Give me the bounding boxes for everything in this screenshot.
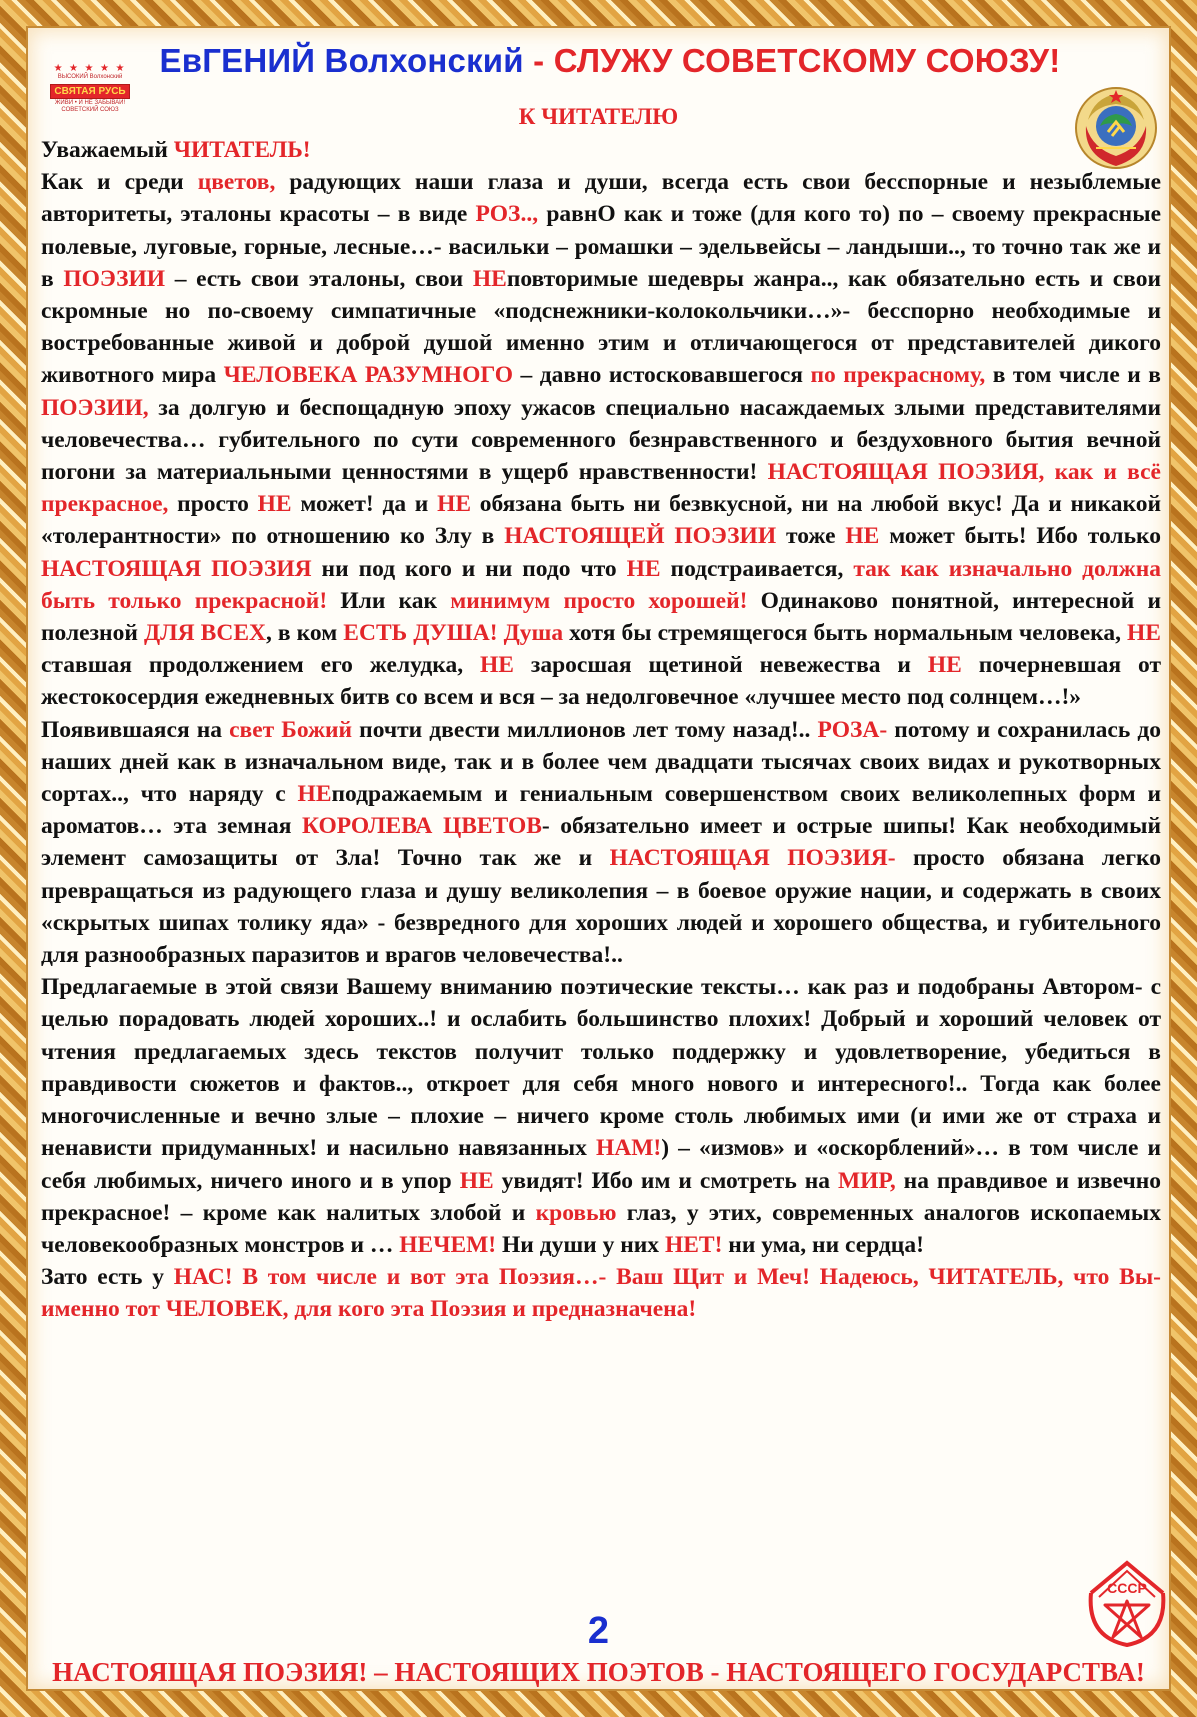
body-text: ни под кого и ни подо что xyxy=(311,555,627,582)
highlight-text: НЕ xyxy=(845,523,880,550)
highlight-text: НЕ xyxy=(257,491,292,518)
paragraph xyxy=(41,1261,1161,1325)
paragraph xyxy=(41,714,1161,972)
body-text: увидят! Ибо им и смотреть на xyxy=(493,1167,838,1194)
body-text: – давно истосковавшегося xyxy=(513,362,811,389)
highlight-text: НАС! В том числе и вот эта Поэзия…- Ваш Щит и Меч! Надеюсь, ЧИТАТЕЛЬ, xyxy=(173,1264,1064,1291)
highlight-text: ПОЭЗИИ, xyxy=(41,394,149,421)
body-text: на правдивое и извечно прекрасное! – кроме как налитых злобой и xyxy=(41,1167,1162,1226)
body-text: в том числе и в xyxy=(985,362,1161,389)
highlight-text: ПОЭЗИИ xyxy=(63,265,166,292)
body-text: Или как xyxy=(327,587,451,614)
body-text: заросшая щетиной невежества и xyxy=(513,652,928,679)
body-text: потому и сохранилась до наших дней как в изначальном виде, так и в более чем двадцати тысячах своих видах и рукотворных сортах.., что наряду с xyxy=(41,716,1161,808)
highlight-text: НАМ! xyxy=(595,1135,662,1162)
highlight-text: НАСТОЯЩЕЙ ПОЭЗИИ xyxy=(504,523,777,550)
body-text: Как и среди xyxy=(41,169,198,196)
page-number: 2 xyxy=(587,1610,610,1652)
highlight-text: что Вы- именно тот xyxy=(41,1264,1161,1323)
sssr-badge-text: СССР xyxy=(1107,1580,1147,1596)
body-text: просто обязана легко превращаться из радующего глаза и душу великолепия – в боевое оружие нации, и содержать в своих «скрытых шипах толику яда» - безвредного для хороших людей и хорошего общества, и губительного для разнообразных паразитов и врагов человечества!.. xyxy=(41,845,1161,969)
highlight-text: кровью xyxy=(535,1199,617,1226)
highlight-text: РОЗА- xyxy=(817,716,888,743)
paragraph xyxy=(41,166,1161,713)
logo-top-text: ВЫСОКИЙ Волхонский xyxy=(57,74,123,80)
highlight-text: НЕ xyxy=(927,652,962,679)
footer-slogan: НАСТОЯЩАЯ ПОЭЗИЯ! – НАСТОЯЩИХ ПОЭТОВ - НАСТОЯЩЕГО ГОСУДАРСТВА! xyxy=(52,1657,1145,1687)
highlight-text: МИР, xyxy=(837,1167,896,1194)
highlight-text: НЕ xyxy=(437,491,472,518)
title-prefix: Ев xyxy=(159,42,203,79)
highlight-text: ЕСТЬ ДУША! Душа xyxy=(343,620,564,647)
title-author: ГЕНИЙ Волхонский xyxy=(202,42,524,79)
body-text: обязана быть ни безвкусной, ни на любой вкус! Да и никакой «толерантности» по отношению ко Злу в xyxy=(41,491,1161,550)
highlight-text: НАСТОЯЩАЯ ПОЭЗИЯ, как и всё прекрасное, xyxy=(41,459,1161,518)
body-text: Уважаемый xyxy=(41,137,174,163)
body-text: тоже xyxy=(776,523,846,550)
highlight-text: ЧЕЛОВЕК, для кого эта Поэзия и предназначена! xyxy=(165,1296,697,1323)
page-title xyxy=(100,42,1120,80)
body-text: - обязательно имеет и острые шипы! Как необходимый элемент самозащиты от Зла! Точно так же и xyxy=(41,813,1161,872)
paragraph xyxy=(41,134,1161,166)
body-text: почерневшая от жестокосердия ежедневных битв со всем и вся – за недолговечное «лучшее место под солнцем…!» xyxy=(41,652,1161,711)
body-text: ни ума, ни сердца! xyxy=(722,1231,924,1258)
highlight-text: так как изначально должна быть только прекрасной! xyxy=(41,555,1161,614)
body-text: Зато есть у xyxy=(41,1264,174,1291)
body-text: Одинаково понятной, интересной и полезной xyxy=(41,587,1161,647)
sssr-quality-mark-icon xyxy=(1083,1557,1171,1649)
body-text: может! да и xyxy=(291,491,438,518)
highlight-text: НЕТ! xyxy=(664,1231,723,1258)
highlight-text: КОРОЛЕВА ЦВЕТОВ xyxy=(301,813,542,840)
body-text: – есть свои эталоны, свои xyxy=(165,265,473,292)
highlight-text: НЕ xyxy=(472,265,507,292)
highlight-text: цветов, xyxy=(197,169,276,196)
highlight-text: НЕ xyxy=(1127,620,1161,647)
body-text: равнО как и тоже (для кого то) по – своему прекрасные полевые, луговые, горные, лесные…- васильки – ромашки – эдельвейсы – ландыши.., то точно так же и в xyxy=(41,201,1161,292)
highlight-text: ЧИТАТЕЛЬ! xyxy=(173,137,311,163)
title-slogan: - СЛУЖУ СОВЕТСКОМУ СОЮЗУ! xyxy=(523,42,1061,79)
highlight-text: НЕ xyxy=(626,555,661,582)
logo-name: СВЯТАЯ РУСЬ xyxy=(50,84,129,99)
highlight-text: ЧЕЛОВЕКА РАЗУМНОГО xyxy=(223,362,514,389)
body-text: хотя бы стремящегося быть нормальным человека, xyxy=(563,620,1128,647)
body-text: подражаемым и гениальным совершенством своих великолепных форм и ароматов… эта земная xyxy=(41,781,1161,840)
highlight-text: НАСТОЯЩАЯ ПОЭЗИЯ xyxy=(41,555,312,582)
body-text: может быть! Ибо только xyxy=(879,523,1161,550)
body-text: почти двести миллионов лет тому назад!.. xyxy=(352,716,818,743)
highlight-text: РОЗ.., xyxy=(475,201,539,228)
body-text: радующих наши глаза и души, всегда есть свои бесспорные и незыблемые авторитеты, эталоны красоты – в виде xyxy=(41,169,1162,228)
body-text: ставшая продолжением его желудка, xyxy=(41,652,481,679)
highlight-text: по прекрасному, xyxy=(810,362,986,389)
paragraph xyxy=(41,971,1161,1261)
body-text: Ни души у них xyxy=(496,1231,665,1258)
logo-stars: ★ ★ ★ ★ ★ xyxy=(53,63,127,74)
highlight-text: свет Божий xyxy=(229,716,353,743)
reader-letter xyxy=(41,134,1161,1326)
highlight-text: НЕ xyxy=(459,1167,494,1194)
section-heading: К ЧИТАТЕЛЮ xyxy=(518,104,679,129)
highlight-text: ДЛЯ ВСЕХ xyxy=(143,620,266,647)
body-text: глаз, у этих, современных аналогов ископаемых человекообразных монстров и … xyxy=(41,1199,1161,1258)
highlight-text: НЕЧЕМ! xyxy=(399,1231,497,1258)
body-text: Появившаяся на xyxy=(41,716,230,743)
logo-bottom-text: ЖИВИ • И НЕ ЗАБЫВАЙ! СОВЕТСКИЙ СОЮЗ xyxy=(54,100,126,113)
highlight-text: минимум просто хорошей! xyxy=(450,587,748,614)
body-text: просто xyxy=(168,491,258,518)
body-text: Предлагаемые в этой связи Вашему вниманию поэтические тексты… как раз и подобраны Автором- с целью порадовать людей хороших..! и ослабить большинство плохих! Добрый и хороший человек от чтения предлагаемых здесь текстов получит только поддержку и удовлетворение, убедиться в правдивости сюжетов и фактов.., откроет для себя много нового и интересного!.. Тогда как более многочисленные и вечно злые – плохие – ничего кроме столь любимых ими (и ими же от страха и ненависти придуманных! и насильно навязанных xyxy=(41,974,1161,1162)
body-text: ) – «измов» и «оскорблений»… в том числе и себя любимых, ничего иного и в упор xyxy=(41,1135,1162,1194)
body-text: повторимые шедевры жанра.., как обязательно есть и свои скромные но по-своему симпатичные «подснежники-колокольчики…»- бесспорно необходимые и востребованные живой и доброй душой именно этим и отличающегося от представителей дикого животного мира xyxy=(41,265,1162,389)
highlight-text: НЕ xyxy=(480,652,514,679)
highlight-text: НАСТОЯЩАЯ ПОЭЗИЯ- xyxy=(609,845,896,872)
body-text: подстраивается, xyxy=(660,555,854,582)
body-text: за долгую и беспощадную эпоху ужасов специально насаждаемых злыми представителями человечества… губительного по сути современного безнравственного и бездуховного бытия вечной погони за материальными ценностями в ущерб нравственности! xyxy=(41,394,1161,486)
highlight-text: НЕ xyxy=(297,781,332,808)
body-text: , в ком xyxy=(265,620,344,647)
